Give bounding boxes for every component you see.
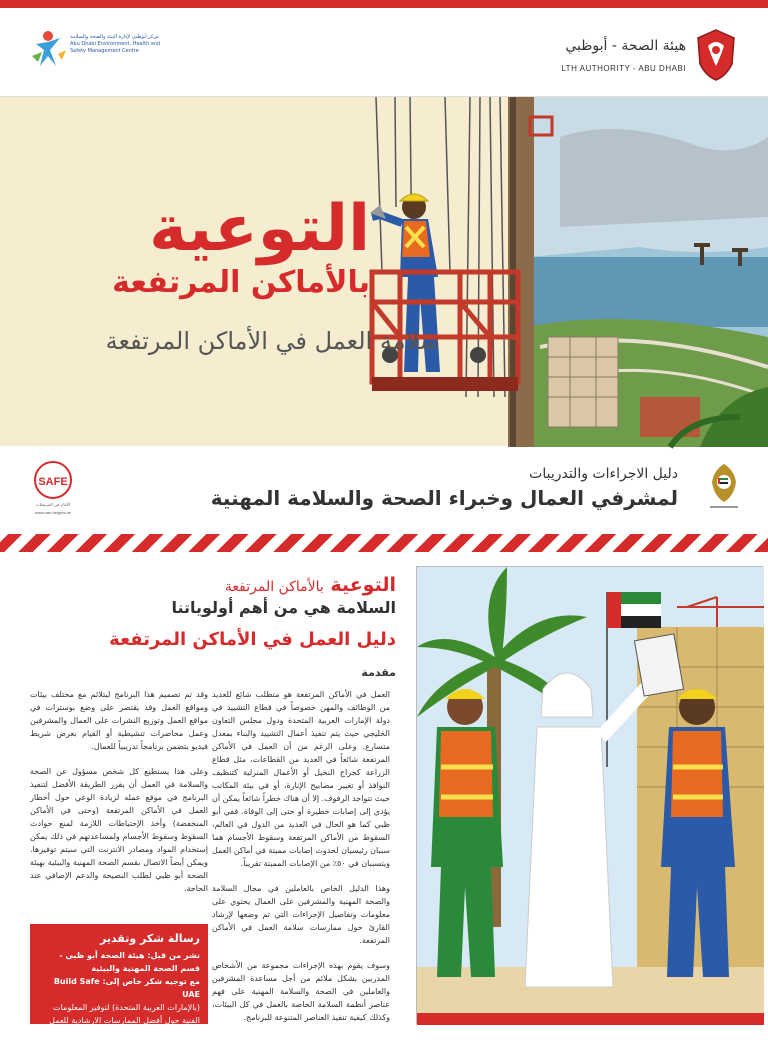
acknowledgement-line-1: نشر من قبل: هيئة الصحة أبو ظبي - قسم الصحة المهنية والبيئية <box>59 951 200 973</box>
body-paragraph: وسوف يقوم بهذه الإجراءات مجموعة من الأشخاص المدربين بشكل ملائم من أجل مساعدة المشرفين والعاملين في الصحة والسلامة المهنية على فهم عناصر أنظمة السلامة الخاصة بالعمل في كل البيئات، وكذلك كيفية تنفيذ العناصر المتنوعة للبرنامج. <box>212 961 390 1022</box>
section-priority: السلامة هي من أهم أولوياتنا <box>171 598 396 617</box>
guide-line-1: دليل الاجراءات والتدريبات <box>529 466 678 482</box>
acknowledgement-heading: رسالة شكر وتقدير <box>99 932 200 945</box>
section-title-main: التوعية <box>330 574 396 596</box>
comic-illustration <box>416 566 763 1024</box>
abu-dhabi-crest-icon <box>694 28 738 82</box>
body-paragraph: وهذا الدليل الخاص بالعاملين في مجال السلامة والصحة المهنية والمشرفين على العمال يحتوي على معلومات وتفاصيل الإجراءات التي تم وضعها لإرشاد القارئ حول ممارسات سلامة العمل في الأماكن المرتفعة. <box>212 884 390 945</box>
body-column-left <box>30 688 208 907</box>
safe-logo-text: SAFE <box>38 476 68 488</box>
section-title-block <box>56 574 396 650</box>
uae-emblem-icon <box>704 460 744 516</box>
safe-logo-url: www.uae-heights.ae <box>34 510 72 515</box>
health-authority-logo <box>516 26 746 86</box>
ehs-centre-logo-text: مركز أبوظبي لإدارة البيئة والصحة والسلامة Abu Dhabi Environment, Health and Safety Management Centre <box>70 34 161 54</box>
acknowledgement-line-3: (بالإمارات العربية المتحدة) لتوفير المعلومات الفنية حول أفضل الممارسات الارشادية للعمل في الأماكن <box>49 1003 200 1038</box>
workers-illustration <box>417 567 764 1025</box>
hero-banner <box>0 96 768 446</box>
acknowledgement-line-2: مع توجيه شكر خاص إلى: Build Safe UAE <box>53 977 200 999</box>
body-paragraph: وقد تم تصميم هذا البرنامج ليتلائم مع مختلف بيئات ومواقع العمل وقد يقتصر على وضع بوسترات في مواقع العمل وتوزيع النشرات على العمال والمشرفين وعمل محاضرات تنشيطية أو القيام بعرض شريط فيديو يتضمن برنامجاً تدريبياً للعمال. <box>30 690 208 751</box>
health-authority-en: LTH AUTHORITY - ABU DHABI <box>561 64 686 73</box>
ehs-centre-logo <box>28 26 178 82</box>
body-paragraph: العمل في الأماكن المرتفعة هو متطلب شائع للعديد من الوظائف والمهن خصوصاً في قطاع التشييد في دولة الإمارات العربية المتحدة ودول مجلس التعاون الخليجي حيث يتم تنفيذ أعمال التشييد والبناء بمعدل متسارع. وعلى الرغم من أن العمل في الأماكن المرتفعة شائعاً في العديد من القطاعات، مثل قطاع الزراعة كجراج النخيل أو الأعمال المنزلية كتنظيف النوافذ أو تغيير مصابيح الإنارة، أو في بيئة المكاتب حيث تتواجد الرفوف. إلا أن هناك خطراً شائعاً يمكن أن يؤدي إلى إصابات خطيرة أو حتى إلى الوفاة. ففي أبو ظبي كما هو الحال في العديد من الدول في العالم، السقوط من الأماكن المرتفعة وسقوط الأجسام هما سببان رئيسيان لحدوث إصابات مميتة في أماكن العمل ويتسببان في ٥٠٪ من الإصابات المميتة تقريباً. <box>212 690 390 868</box>
hero-title: التوعية <box>149 192 370 266</box>
hero-tagline: سلامة العمل في الأماكن المرتفعة <box>105 327 440 355</box>
ehs-figure-icon <box>28 26 68 78</box>
body-column-right <box>212 688 390 1036</box>
health-authority-ar: هيئة الصحة - أبوظبي <box>565 38 686 54</box>
section-title-small: بالأماكن المرتفعة <box>224 579 324 595</box>
guide-band <box>0 446 768 532</box>
section-guide-title: دليل العمل في الأماكن المرتفعة <box>109 629 396 650</box>
hero-title-block <box>112 189 370 303</box>
body-paragraph: وعلى هذا يستطيع كل شخص مسؤول عن الصحة والسلامة في العمل أن يقرر الطريقة الأفضل لتنفيذ البرنامج في موقع عمله لزيادة الوعي حول أخطار العمل في الأماكن المرتفعة (وحتى في الأماكن المنخفضة) وأخذ الإحتياطات اللازمة لمنع حوادث السقوط وسقوط الأجسام ولمساعدتهم في ذلك يمكن إستخدام المواد ومصادر الانترنت التي سيتم توفيرها. ويمكن أيضاً الاتصال بقسم الصحة المهنية والبيئية بهيئة الصحة أبو ظبي لطلب النصيحة والدعم الإضافي عند الحاجة. <box>30 767 208 893</box>
hero-subtitle: بالأماكن المرتفعة <box>112 265 370 300</box>
section-title <box>56 574 396 596</box>
intro-heading: مقدمة <box>361 666 396 679</box>
acknowledgement-box <box>30 924 208 1038</box>
guide-line-2: لمشرفي العمال وخبراء الصحة والسلامة المهنية <box>210 486 678 510</box>
safe-logo-icon <box>28 458 78 518</box>
safe-logo-caption: الأمان في المرتفعات <box>35 502 71 507</box>
hazard-stripe <box>0 534 768 552</box>
top-red-bar <box>0 0 768 8</box>
